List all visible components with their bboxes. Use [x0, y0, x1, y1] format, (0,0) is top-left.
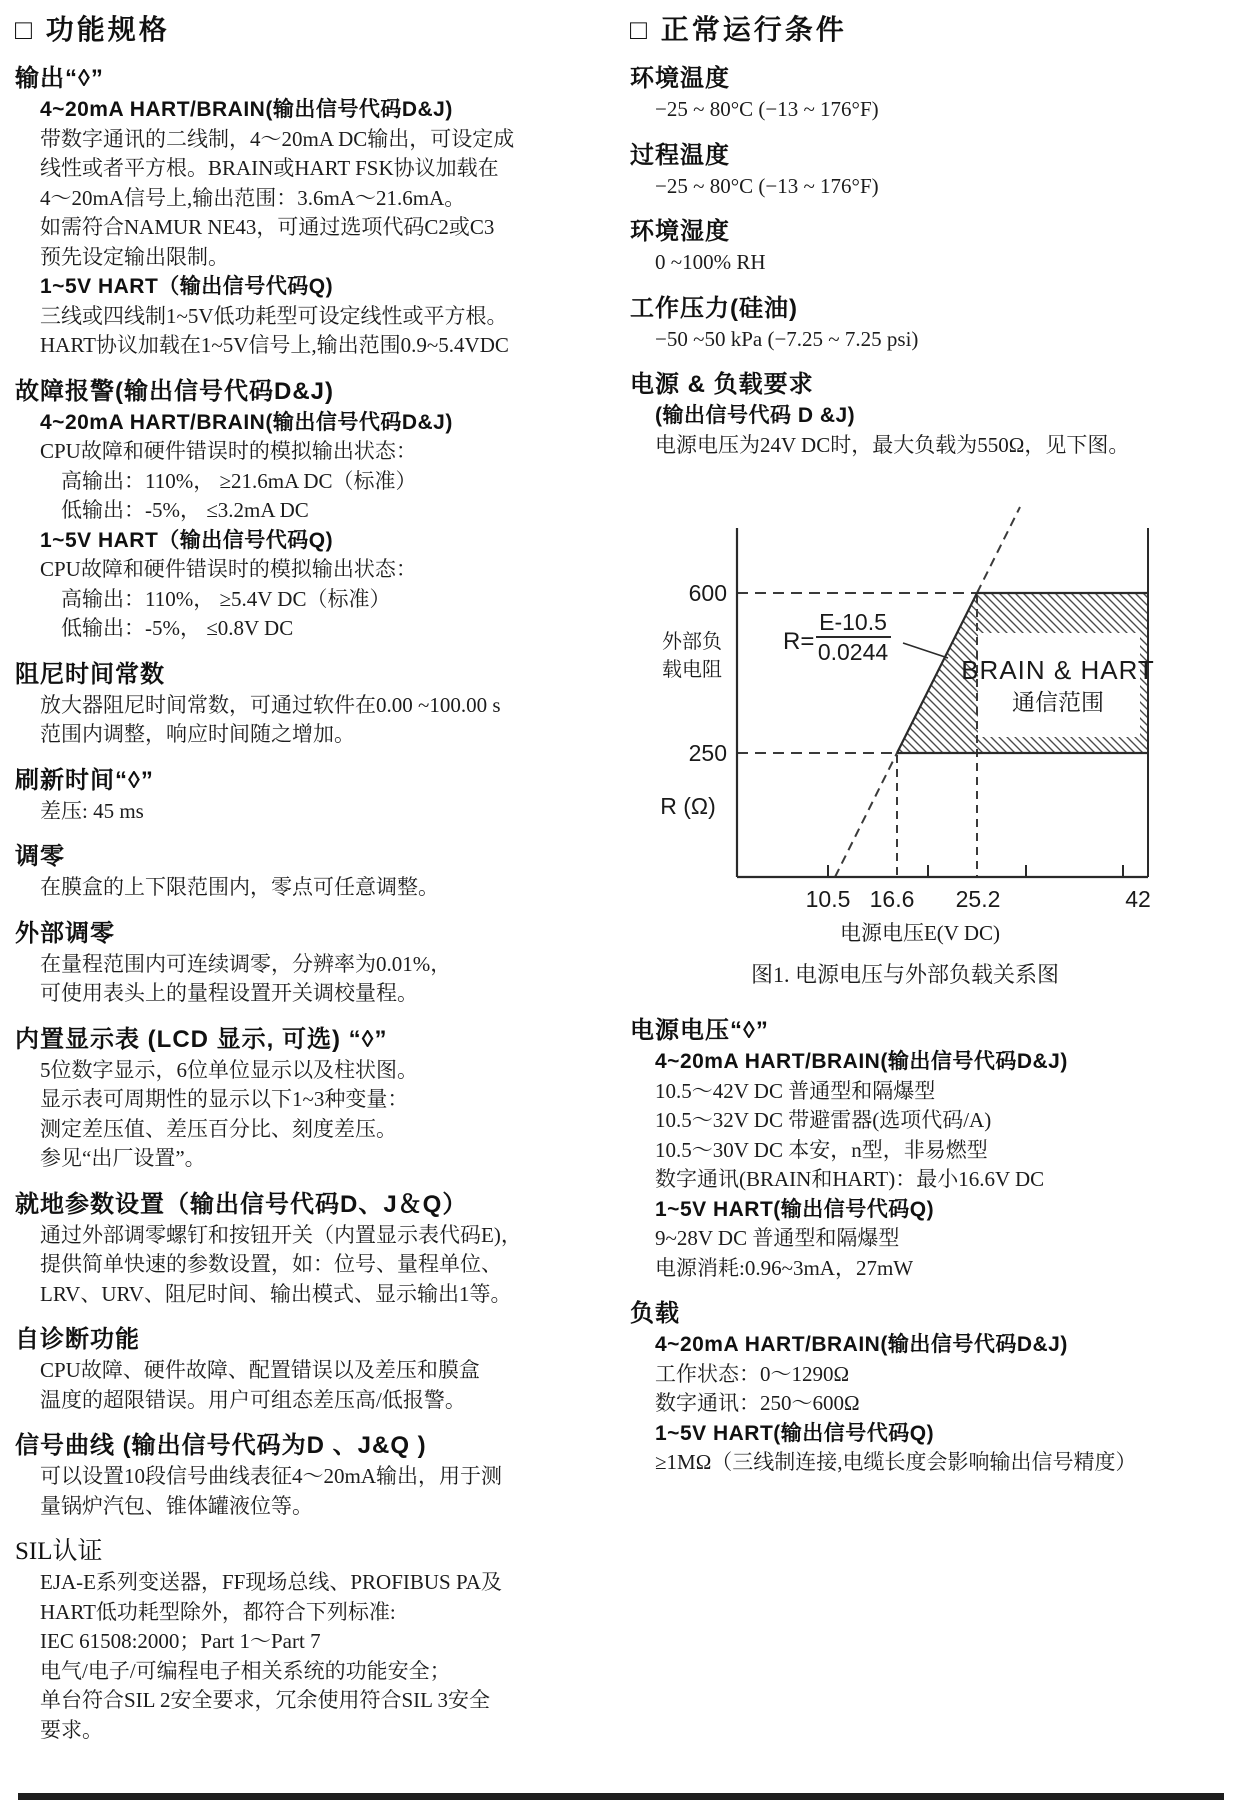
spec-text-line: 三线或四线制1~5V低功耗型可设定线性或平方根。	[40, 303, 508, 328]
spec-subheading: 4~20mA HART/BRAIN(输出信号代码D&J)	[40, 98, 453, 121]
spec-text-line: 线性或者平方根。BRAIN或HART FSK协议加载在	[40, 156, 499, 180]
spec-text-line: HART低功耗型除外，都符合下列标准:	[40, 1599, 396, 1624]
spec-section	[630, 1015, 1232, 1283]
operating-conditions-sections	[630, 63, 1232, 460]
spec-section	[15, 1536, 531, 1745]
spec-section	[15, 1024, 531, 1174]
spec-text-line: −50 ~50 kPa (−7.25 ~ 7.25 psi)	[655, 326, 919, 351]
figure-caption: 图1. 电源电压与外部负载关系图	[750, 962, 1060, 987]
spec-text-line: 差压: 45 ms	[40, 798, 144, 823]
spec-text-line: CPU故障和硬件错误时的模拟输出状态：	[40, 557, 417, 581]
spec-section	[630, 293, 1232, 355]
spec-text-line: 10.5～30V DC 本安，n型，非易燃型	[655, 1137, 988, 1162]
formula-numerator: E-10.5	[819, 609, 887, 635]
spec-section	[630, 369, 1232, 460]
spec-section-heading: 内置显示表 (LCD 显示, 可选) “◊”	[15, 1025, 388, 1053]
spec-section-heading: 刷新时间“◊”	[15, 766, 154, 794]
spec-text-line: IEC 61508:2000；Part 1～Part 7	[40, 1629, 321, 1653]
spec-text-line: 可以设置10段信号曲线表征4～20mA输出，用于测	[40, 1464, 502, 1488]
spec-section-heading: 调零	[15, 843, 65, 870]
section-title-normal-operating-conditions: □ 正常运行条件	[630, 14, 847, 45]
right-column-bottom	[630, 1000, 1232, 1478]
spec-text-line: −25 ~ 80°C (−13 ~ 176°F)	[655, 97, 879, 121]
spec-text-line: 数字通讯(BRAIN和HART)：最小16.6V DC	[655, 1167, 1045, 1191]
spec-section-heading: SIL认证	[15, 1538, 103, 1565]
x-tick-label-25-2: 25.2	[955, 886, 1001, 912]
spec-text-line: 4～20mA信号上,输出范围：3.6mA～21.6mA。	[40, 185, 466, 210]
y-axis-label-line1: 外部负	[662, 631, 722, 653]
spec-text-line: 低输出：-5%， ≤3.2mA DC	[61, 498, 309, 522]
spec-section-heading: 电源 & 负载要求	[630, 371, 814, 398]
spec-text-line: EJA-E系列变送器，FF现场总线、PROFIBUS PA及	[40, 1570, 502, 1594]
y-tick-label-600: 600	[688, 580, 727, 606]
spec-section-heading: 自诊断功能	[15, 1326, 140, 1353]
power-load-sections	[630, 1015, 1232, 1478]
spec-text-line: 10.5～32V DC 带避雷器(选项代码/A)	[655, 1108, 992, 1132]
spec-text-line: 范围内调整，响应时间随之增加。	[40, 722, 355, 746]
spec-text-line: 电源消耗:0.96~3mA，27mW	[655, 1255, 914, 1280]
spec-section-heading: 阻尼时间常数	[15, 660, 165, 688]
spec-section-heading: 输出“◊”	[15, 65, 104, 92]
spec-subheading: 4~20mA HART/BRAIN(输出信号代码D&J)	[655, 1333, 1068, 1356]
functional-specs-sections	[15, 63, 531, 1745]
spec-section	[15, 1324, 531, 1415]
spec-text-line: 单台符合SIL 2安全要求，冗余使用符合SIL 3安全	[40, 1688, 490, 1712]
right-column-top	[630, 12, 1232, 460]
left-column	[15, 12, 531, 1745]
spec-subheading: (输出信号代码 D &J)	[655, 404, 856, 427]
spec-section-heading: 故障报警(输出信号代码D&J)	[15, 377, 334, 405]
spec-section	[630, 140, 1232, 202]
spec-section-heading: 外部调零	[15, 919, 115, 947]
spec-text-line: 可使用表头上的量程设置开关调校量程。	[40, 981, 418, 1005]
spec-text-line: 放大器阻尼时间常数，可通过软件在0.00 ~100.00 s	[40, 692, 501, 717]
spec-text-line: LRV、URV、阻尼时间、输出模式、显示输出1等。	[40, 1281, 512, 1306]
spec-text-line: 在膜盒的上下限范围内，零点可任意调整。	[40, 875, 439, 899]
load-boundary-dashed-low	[835, 753, 897, 877]
spec-text-line: 带数字通讯的二线制，4～20mA DC输出，可设定成	[40, 126, 515, 151]
spec-section	[630, 63, 1232, 125]
spec-section	[15, 376, 531, 644]
formula-denominator: 0.0244	[817, 639, 889, 665]
bottom-divider-rule	[18, 1793, 1224, 1800]
spec-section	[15, 1430, 531, 1521]
spec-section	[15, 765, 531, 827]
spec-text-line: 测定差压值、差压百分比、刻度差压。	[40, 1116, 397, 1141]
section-title-functional-specs: □ 功能规格	[15, 14, 170, 45]
x-axis-label: 电源电压E(V DC)	[839, 921, 1001, 945]
spec-text-line: 显示表可周期性的显示以下1~3种变量：	[40, 1087, 409, 1111]
spec-text-line: 提供简单快速的参数设置，如：位号、量程单位、	[40, 1252, 502, 1276]
communication-region-label-box	[978, 633, 1140, 737]
spec-section	[15, 63, 531, 361]
load-boundary-dashed-high	[977, 507, 1020, 593]
spec-subheading: 1~5V HART(输出信号代码Q)	[655, 1197, 935, 1221]
spec-text-line: 0 ~100% RH	[655, 250, 766, 274]
spec-section	[630, 1298, 1232, 1478]
spec-text-line: 9~28V DC 普通型和隔爆型	[655, 1226, 900, 1250]
spec-text-line: 低输出：-5%， ≤0.8V DC	[61, 616, 294, 640]
spec-section-heading: 过程温度	[630, 141, 730, 169]
spec-section	[15, 1189, 531, 1310]
spec-text-line: 在量程范围内可连续调零，分辨率为0.01%，	[40, 951, 452, 976]
x-tick-label-10-5: 10.5	[805, 886, 851, 912]
spec-text-line: CPU故障、硬件故障、配置错误以及差压和膜盒	[40, 1358, 480, 1382]
spec-section	[630, 216, 1232, 278]
formula-lhs: R=	[783, 628, 815, 655]
spec-section-heading: 负载	[630, 1300, 680, 1327]
spec-text-line: 5位数字显示，6位单位显示以及柱状图。	[40, 1057, 418, 1082]
spec-subheading: 4~20mA HART/BRAIN(输出信号代码D&J)	[655, 1050, 1068, 1073]
spec-text-line: 通过外部调零螺钉和按钮开关（内置显示表代码E)，	[40, 1222, 522, 1247]
spec-section-heading: 电源电压“◊”	[630, 1017, 769, 1044]
spec-text-line: 电气/电子/可编程电子相关系统的功能安全；	[40, 1658, 451, 1683]
spec-section-heading: 就地参数设置（输出信号代码D、J＆Q）	[15, 1190, 468, 1218]
spec-text-line: 预先设定输出限制。	[40, 244, 229, 269]
spec-subheading: 1~5V HART（输出信号代码Q)	[40, 528, 334, 552]
spec-text-line: 工作状态：0～1290Ω	[655, 1361, 850, 1386]
spec-section	[15, 841, 531, 903]
y-tick-label-250: 250	[688, 740, 727, 766]
spec-section	[15, 659, 531, 750]
spec-text-line: −25 ~ 80°C (−13 ~ 176°F)	[655, 173, 879, 198]
spec-section	[15, 918, 531, 1009]
spec-subheading: 4~20mA HART/BRAIN(输出信号代码D&J)	[40, 410, 453, 434]
spec-text-line: HART协议加载在1~5V信号上,输出范围0.9~5.4VDC	[40, 333, 509, 357]
region-label-brain-hart: BRAIN & HART	[961, 655, 1155, 685]
spec-text-line: 数字通讯：250～600Ω	[655, 1391, 860, 1415]
spec-section-heading: 环境温度	[630, 65, 730, 92]
spec-text-line: 高输出：110%， ≥21.6mA DC（标准）	[61, 468, 417, 493]
spec-subheading: 1~5V HART（输出信号代码Q)	[40, 275, 334, 298]
spec-text-line: 温度的超限错误。用户可组态差压高/低报警。	[40, 1387, 466, 1412]
spec-text-line: 如需符合NAMUR NE43，可通过选项代码C2或C3	[40, 215, 495, 239]
spec-section-heading: 环境湿度	[630, 218, 730, 245]
spec-text-line: 10.5～42V DC 普通型和隔爆型	[655, 1078, 936, 1103]
spec-text-line: 量锅炉汽包、锥体罐液位等。	[40, 1493, 313, 1518]
region-label-communication-range: 通信范围	[1012, 690, 1104, 715]
spec-section-heading: 信号曲线 (输出信号代码为D 、J&Q )	[15, 1432, 427, 1459]
y-axis-label-line2: 载电阻	[662, 659, 722, 681]
x-tick-label-42: 42	[1125, 886, 1151, 912]
x-tick-label-16-6: 16.6	[869, 886, 915, 912]
spec-text-line: 参见“出厂设置”。	[40, 1146, 206, 1170]
spec-text-line: ≥1MΩ（三线制连接,电缆长度会影响输出信号精度）	[655, 1450, 1137, 1474]
y-axis-unit-label: R (Ω)	[660, 793, 716, 819]
figure-supply-voltage-load-chart	[620, 502, 1239, 1000]
formula-pointer-line	[903, 643, 948, 658]
spec-section-heading: 工作压力(硅油)	[630, 294, 798, 322]
spec-text-line: 要求。	[40, 1717, 103, 1742]
spec-text-line: CPU故障和硬件错误时的模拟输出状态：	[40, 439, 417, 463]
spec-text-line: 高输出：110%， ≥5.4V DC（标准）	[61, 586, 391, 611]
spec-subheading: 1~5V HART(输出信号代码Q)	[655, 1421, 935, 1445]
spec-text-line: 电源电压为24V DC时，最大负载为550Ω，见下图。	[655, 432, 1130, 457]
